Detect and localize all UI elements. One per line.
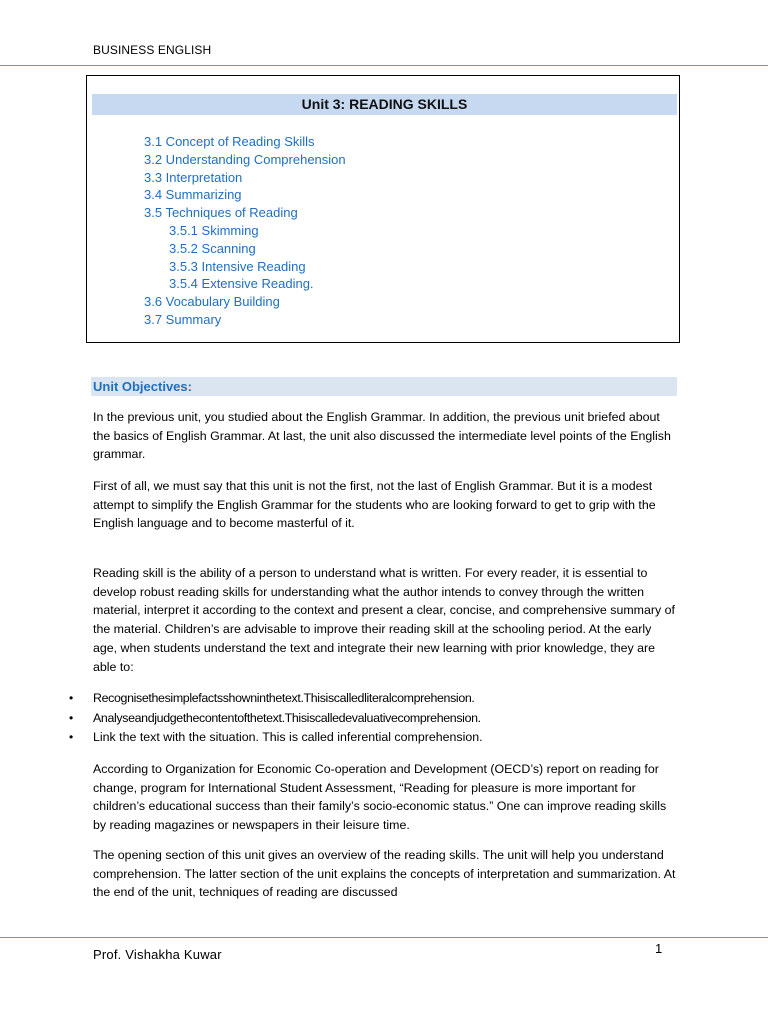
toc-item[interactable]: 3.6 Vocabulary Building bbox=[144, 294, 280, 310]
comprehension-bullet-list bbox=[66, 689, 686, 748]
bullet-text: Link the text with the situation. This is called inferential comprehension. bbox=[93, 730, 483, 744]
unit-objectives-heading: Unit Objectives: bbox=[91, 377, 677, 396]
footer-author: Prof. Vishakha Kuwar bbox=[93, 947, 222, 962]
toc-item[interactable]: 3.3 Interpretation bbox=[144, 169, 243, 185]
paragraph-opening-section: The opening section of this unit gives an overview of the reading skills. The unit will help you understand comprehension. The latter section of the unit explains the concepts of interpretation and summarization. At the end of the unit, techniques of reading are discussed bbox=[93, 848, 676, 900]
toc-subitem[interactable]: 3.5.4 Extensive Reading. bbox=[169, 276, 314, 292]
paragraph-first-of-all: First of all, we must say that this unit is not the first, not the last of English Grammar. But it is a modest attempt to simplify the English Grammar for the students who are looking forward to get to grip with the English language and to become masterful of it. bbox=[93, 479, 656, 531]
bullet-dot-icon: • bbox=[69, 730, 74, 744]
toc-item[interactable]: 3.5 Techniques of Reading bbox=[144, 205, 298, 221]
footer-rule bbox=[0, 937, 768, 938]
bullet-text: Recognisethesimplefactsshowninthetext.Thisiscalledliteralcomprehension. bbox=[93, 691, 475, 705]
paragraph-previous-unit: In the previous unit, you studied about the English Grammar. In addition, the previous unit briefed about the basics of English Grammar. At last, the unit also discussed the intermediate level points of the English grammar. bbox=[93, 410, 671, 462]
bullet-dot-icon: • bbox=[69, 710, 74, 725]
toc-subitem[interactable]: 3.5.1 Skimming bbox=[169, 222, 259, 238]
paragraph-reading-skill: Reading skill is the ability of a person to understand what is written. For every reader, it is essential to develop robust reading skills for understanding what the author intends to convey through the written material, interpret it according to the context and present a clear, concise, and comprehensive summary of the material. Children’s are advisable to improve their reading skill at the schooling period. At the early age, when students understand the text and integrate their new learning with prior knowledge, they are able to: bbox=[93, 566, 675, 674]
unit-title: Unit 3: READING SKILLS bbox=[92, 94, 677, 115]
page-number: 1 bbox=[655, 941, 663, 956]
toc-subitem[interactable]: 3.5.3 Intensive Reading bbox=[169, 258, 306, 274]
toc-list bbox=[144, 133, 346, 329]
toc-item[interactable]: 3.2 Understanding Comprehension bbox=[144, 151, 346, 167]
bullet-text: Analyseandjudgethecontentofthetext.Thisiscalledevaluativecomprehension. bbox=[93, 710, 481, 725]
header-rule bbox=[0, 65, 768, 66]
toc-subitem[interactable]: 3.5.2 Scanning bbox=[169, 240, 256, 256]
toc-item[interactable]: 3.1 Concept of Reading Skills bbox=[144, 134, 315, 149]
toc-item[interactable]: 3.7 Summary bbox=[144, 311, 222, 327]
paragraph-oecd-report: According to Organization for Economic Co-operation and Development (OECD’s) report on reading for change, program for International Student Assessment, “Reading for pleasure is more important for children’s educational success than their family’s socio-economic status.” One can improve reading skills by reading magazines or newspapers in their leisure time. bbox=[93, 762, 667, 833]
bullet-item bbox=[66, 689, 686, 709]
bullet-item bbox=[66, 728, 686, 748]
table-of-contents bbox=[86, 75, 680, 343]
running-header: BUSINESS ENGLISH bbox=[93, 43, 212, 57]
bullet-item bbox=[66, 709, 686, 729]
toc-item[interactable]: 3.4 Summarizing bbox=[144, 187, 242, 203]
bullet-dot-icon: • bbox=[69, 691, 74, 705]
